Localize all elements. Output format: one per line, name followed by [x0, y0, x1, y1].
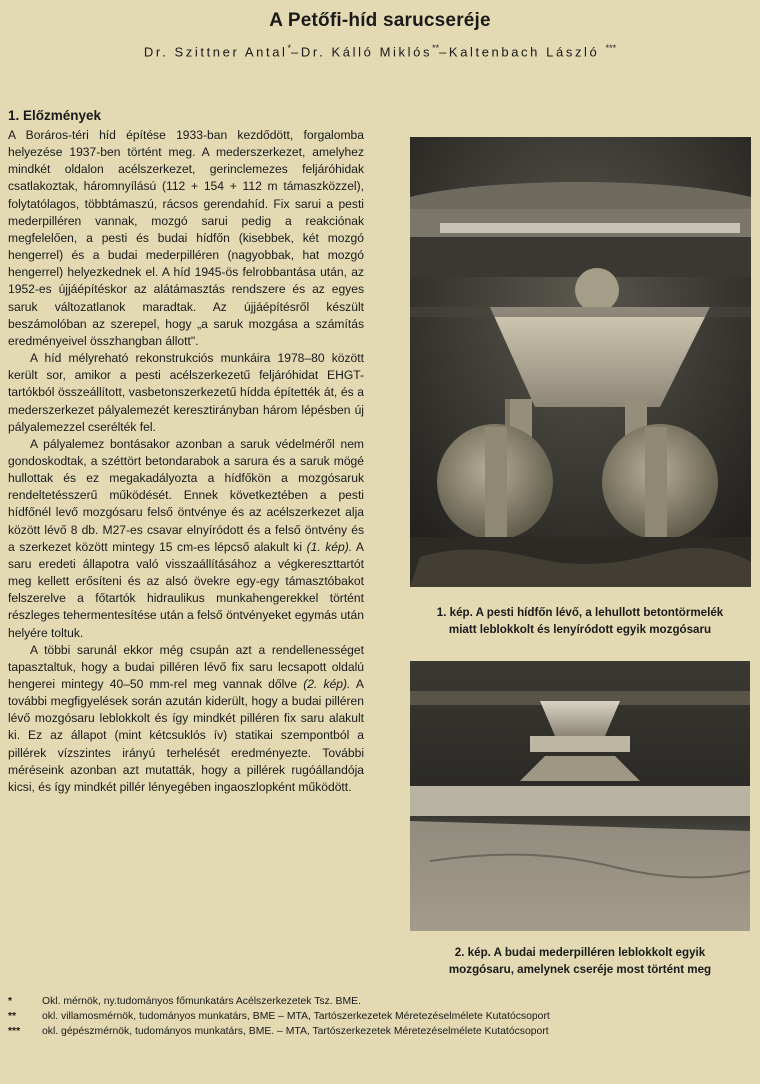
footnote [8, 994, 748, 1009]
figure-1-photo [410, 137, 751, 587]
body-paragraph [8, 436, 364, 642]
caption-line: miatt leblokkolt és lenyíródott egyik mozgósaru [448, 623, 712, 636]
section-heading: 1. Előzmények [8, 108, 102, 123]
footnote-mark: * [8, 996, 13, 1007]
body-paragraph [8, 642, 364, 796]
author-name: Kaltenbach László [448, 44, 600, 60]
author-name: Dr. Kálló Miklós [300, 44, 433, 60]
caption-line: 2. kép. A budai mederpilléren leblokkolt egyik [454, 946, 706, 959]
footnote-mark: *** [8, 1026, 21, 1037]
figure-1-caption [400, 604, 760, 638]
caption-line: mozgósaru, amelynek cseréje most történt meg [448, 963, 712, 976]
footnote-mark: ** [432, 43, 440, 53]
body-paragraph: A híd mélyreható rekonstrukciós munkáira 1978–80 között került sor, amikor a pesti acélszerkezetű feljáróhidat EHGT-tartókból összeállított, vasbetonszerkezetű hídda építették át, és a mederszerkezet pályalemezét keresztirányban három lépésben új pályalemezzel cserélték fel. [8, 351, 364, 434]
paragraph-text: A további megfigyelések során azután kiderült, hogy a budai pilléren lévő mozgósaru leblokkolt és így mindkét pilléren fix saru alakult ki. Ez az állapot (mint kétcsuklós ív) statikai szempontból a pillérek vízszintes irányú terhelését eredményezte. További méréseink azonban azt mutatták, hogy a pillérek rugóállandója kicsi, és így mindkét pillér lényegében ingaoszlopként működött. [8, 677, 364, 794]
figure-2-caption [400, 944, 760, 978]
figure-2-photo [410, 661, 750, 931]
blocked-bearing-photo-illustration [410, 661, 750, 931]
paragraph-text: A többi sarunál ekkor még csupán azt a rendellenességet tapasztaltuk, hogy a budai pilléren lévő fix saru lecsapott oldalú hengerei mintegy 40–50 mm-rel meg vannak dőlve [8, 642, 364, 691]
paragraph-text: A pályalemez bontásakor azonban a saruk védelméről nem gondoskodtak, a széttört betondarabok a sarura és a saruk mögé hullottak és ez megakadályozta a hídfőkön a mozgósaruk rendeltetésszerű működését. Ennek következtében a pesti hídfőnél levő mozgósaru felső öntvénye és az acélszerkezet alja között lévő 8 db. M27-es csavar elnyíródott és a felső öntvény és a szerkezet között mintegy 15 cm-es lépcső alakult ki [8, 436, 364, 554]
footnote-text: okl. gépészmérnök, tudományos munkatárs, BME. – MTA, Tartószerkezetek Méretezéselmélete Kutatócsoport [42, 1026, 549, 1037]
bearing-photo-illustration [410, 137, 751, 587]
footnote [8, 1009, 748, 1024]
author-name: Dr. Szittner Antal [143, 44, 288, 60]
author-separator: – [291, 44, 301, 60]
author-line [0, 43, 760, 59]
figure-reference: (1. kép). [306, 539, 353, 554]
paragraph-text: A saru eredeti állapotra való visszaállításához a végkereszttartót meg kellett erősíteni és az alsó övekre egy-egy támasztóbakot felszerelve a főtartók hidraulikus munkahengerekkel történt részleges tehermentesítése után a felső öntvényeket egymás után helyére toltuk. [8, 539, 364, 640]
figure-reference: (2. kép). [303, 677, 351, 691]
footnote-text: okl. villamosmérnök, tudományos munkatárs, BME – MTA, Tartószerkezetek Méretezéselmélete Kutatócsoport [42, 1011, 550, 1022]
author-separator: – [439, 44, 449, 60]
footnote [8, 1024, 748, 1039]
footnote-mark: * [287, 43, 292, 53]
body-paragraph: A Boráros-téri híd építése 1933-ban kezdődött, forgalomba helyezése 1937-ben történt meg. A mederszerkezet, amelyhez mindkét oldalon acélszerkezet, gerinclemezes feljáróhidak csatlakoztak, háromnyílású (112 + 154 + 112 m támaszközzel), folytatólagos, többtámaszú, rácsos gerendahíd. Fix sarui a pesti mederpilléren vannak, mozgó sarui pedig a reakciónak megfelelően, a pesti és budai hídfőn (kisebbek, két mozgó hengerrel) és a budai mederpilléren (nagyobbak, hat mozgó hengerrel) helyezkednek el. A híd 1945-ös felrobbantása után, az 1952-es újjáépítéskor az alátámasztás rendszere és az egyes saruk változatlanok maradtak. Az újjáépítésről készült beszámolóban az szerepel, hogy „a saruk mozgása a számítás eredményeivel összhangban állott". [8, 128, 364, 348]
footnote-mark: *** [605, 43, 617, 53]
article-title: A Petőfi-híd sarucseréje [269, 10, 491, 31]
footnote-mark: ** [8, 1011, 17, 1022]
footnotes [8, 994, 748, 1039]
footnote-text: Okl. mérnök, ny.tudományos főmunkatárs Acélszerkezetek Tsz. BME. [42, 996, 361, 1007]
body-text-column [8, 127, 364, 796]
caption-line: 1. kép. A pesti hídfőn lévő, a lehullott betontörmelék [436, 606, 724, 619]
